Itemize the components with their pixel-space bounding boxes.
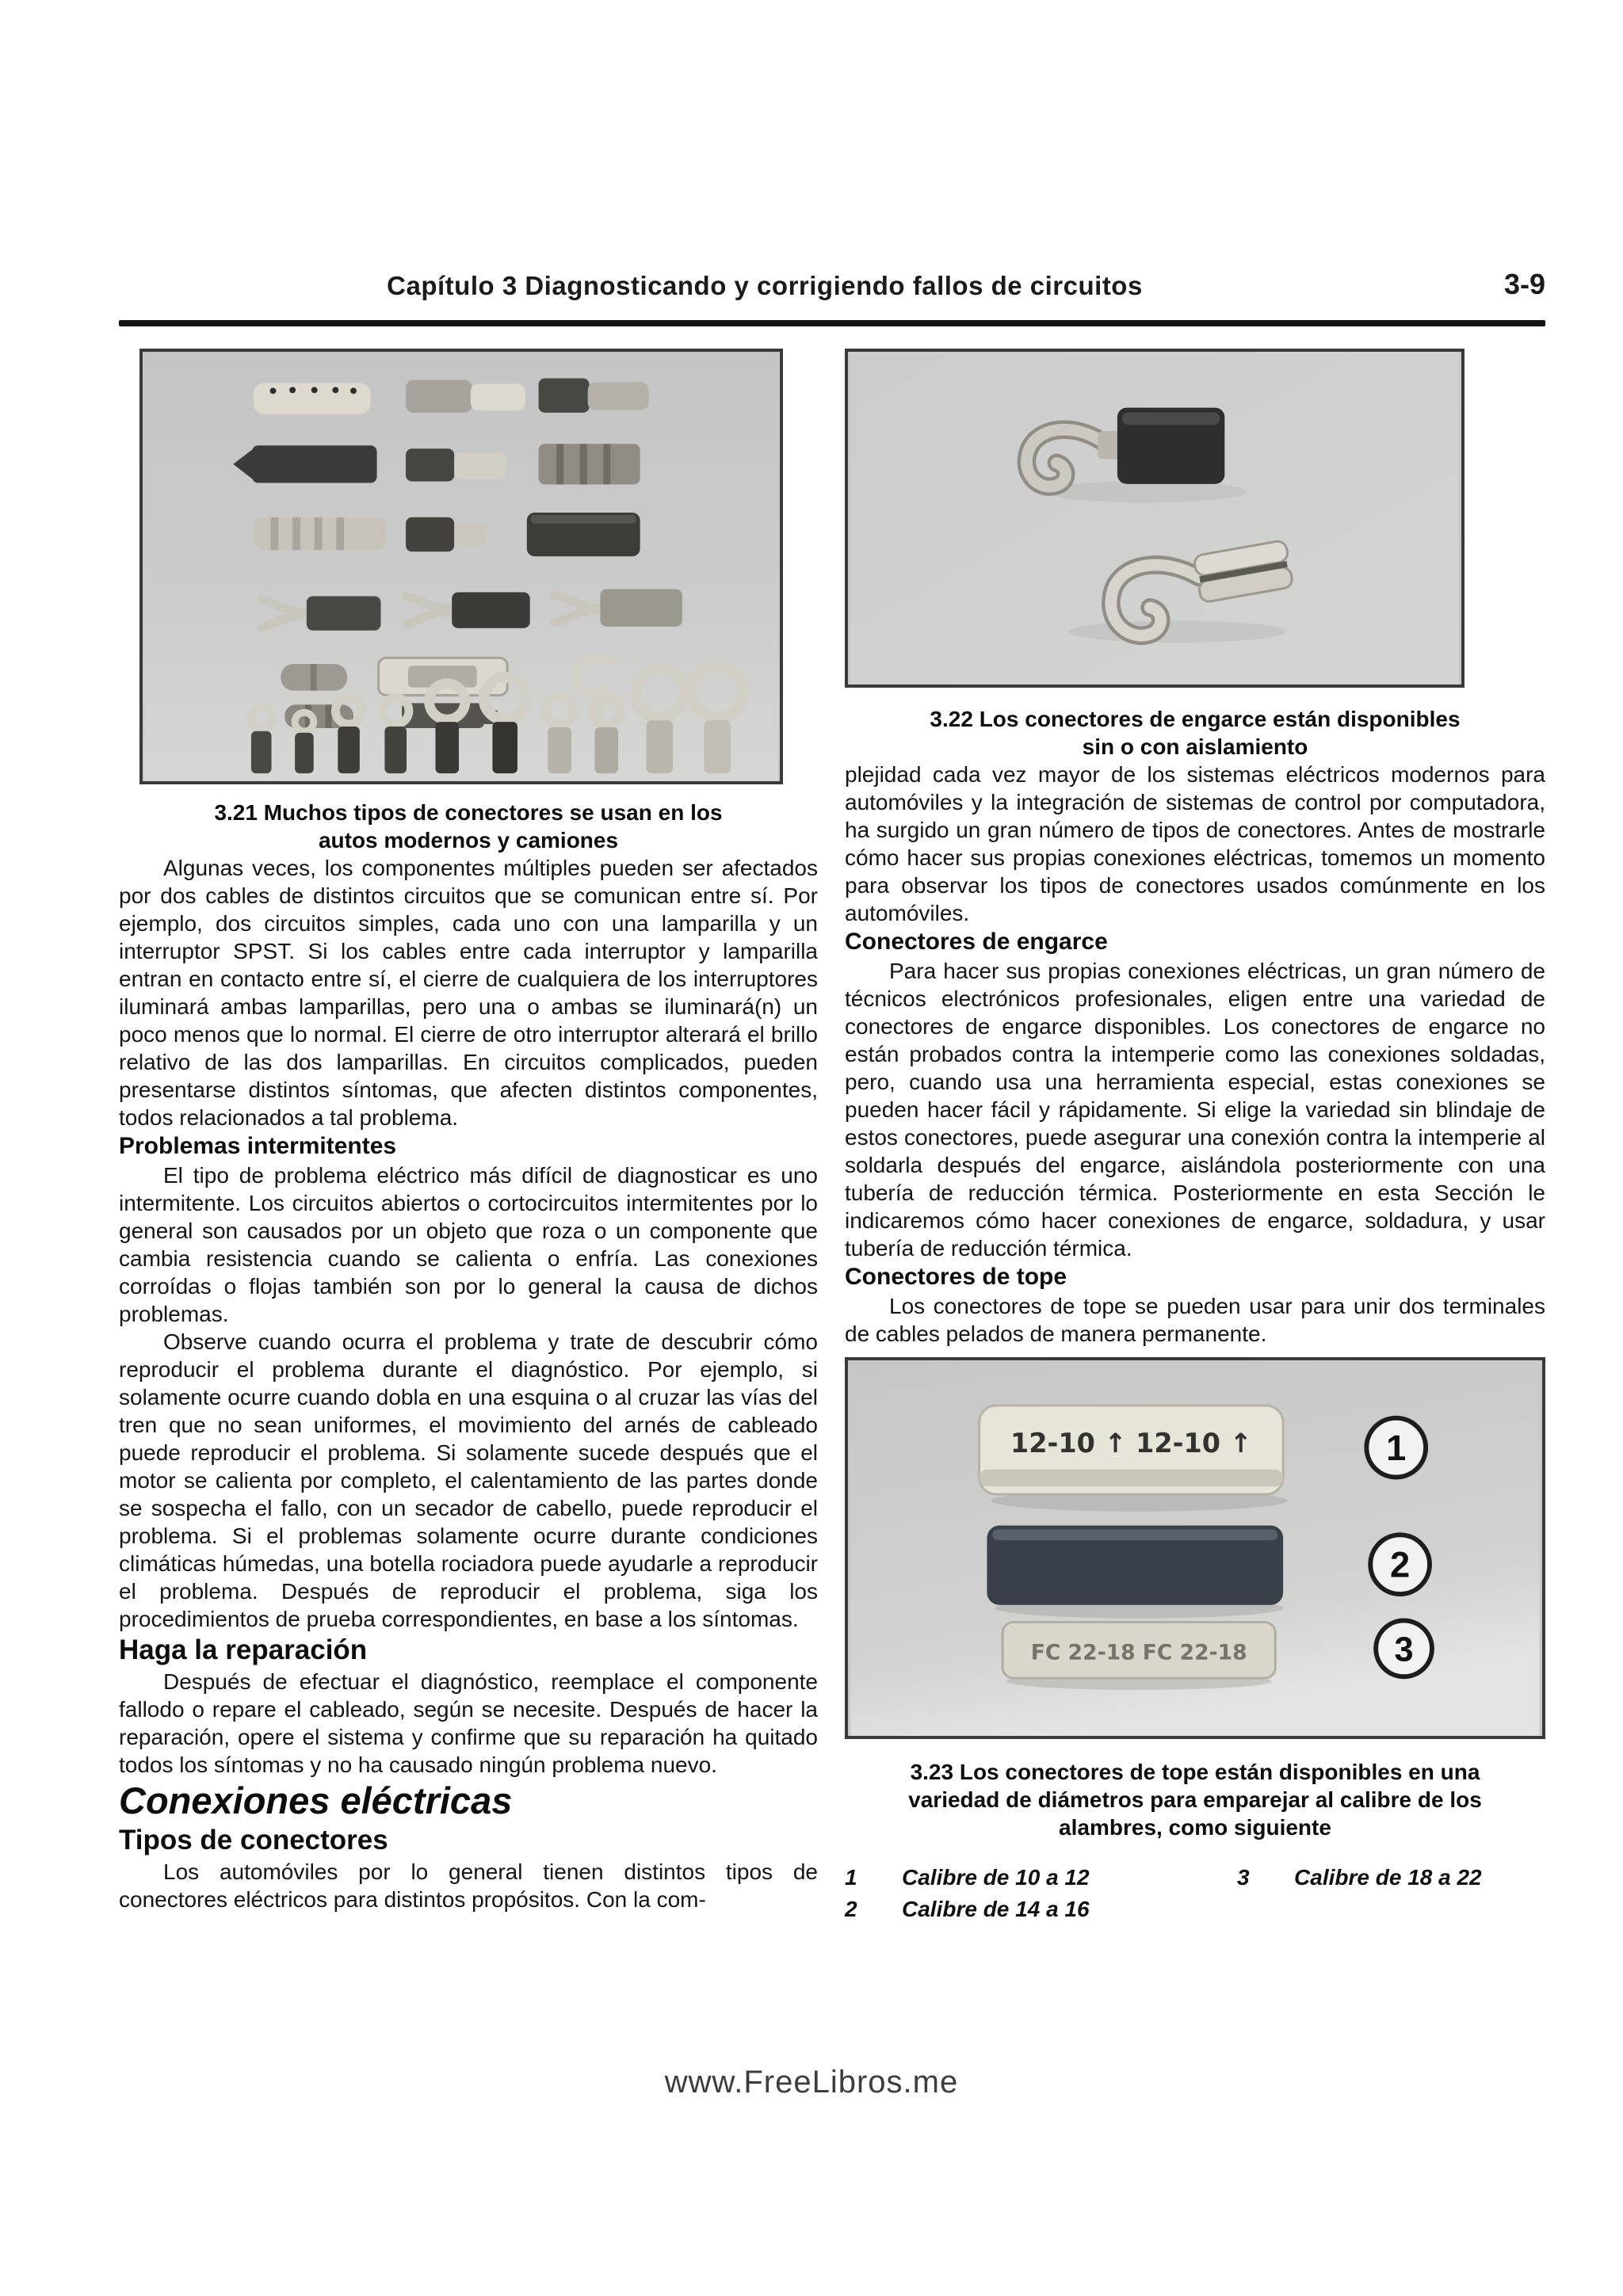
page-header <box>119 268 1545 312</box>
figure-3-21-caption: 3.21 Muchos tipos de conectores se usan en los autos modernos y camiones <box>214 800 723 852</box>
callout-1-badge <box>1366 1418 1426 1478</box>
connector-3-gauge-label: FC 22-18 FC 22-18 <box>1030 1640 1247 1665</box>
legend-item-3-text: Calibre de 18 a 22 <box>1294 1865 1482 1890</box>
paragraph-butt-connectors: Los conectores de tope se pueden usar para unir dos terminales de cables pelados de manera permanente. <box>845 1294 1545 1346</box>
left-column <box>119 349 818 1913</box>
figure-3-23-photo <box>845 1357 1545 1739</box>
legend-item-2-number: 2 <box>845 1897 857 1921</box>
figure-3-23-legend <box>845 1862 1545 1925</box>
paragraph-crimp-connectors: Para hacer sus propias conexiones eléctricas, un gran número de técnicos electrónicos profesionales, eligen entre una variedad de conectores de engarce disponibles. Los conectores de engarce no están probados contra la intemperie como las conexiones soldadas, pero, cuando usa una herramienta especial, estas conexiones se pueden hacer fácil y rápidamente. Si elige la variedad sin blindaje de estos conectores, puede asegurar una conexión contra la intemperie al soldarla después del engarce, aislándola posteriormente con una tubería de reducción térmica. Posteriormente en esta Sección le indicaremos cómo hacer conexiones de engarce, soldadura, y usar tubería de reducción térmica. <box>845 959 1545 1261</box>
hook-connectors-illustration <box>848 352 1461 685</box>
paragraph-intermittent-1: El tipo de problema eléctrico más difícil de diagnosticar es uno intermitente. Los circuitos abiertos o cortocircuitos intermitentes por lo general son causados por un objeto que roza o un componente que cambia resistencia cuando se calienta o enfría. Las conexiones corroídas o flojas también son por lo general la causa de dichos problemas. <box>119 1163 818 1326</box>
legend-column-left <box>845 1862 1237 1925</box>
page-number: 3-9 <box>1503 268 1545 300</box>
butt-connectors-illustration <box>848 1360 1542 1736</box>
legend-column-right <box>1237 1862 1545 1925</box>
legend-item-1-number: 1 <box>845 1865 857 1890</box>
figure-3-23-caption: 3.23 Los conectores de tope están disponibles en una variedad de diámetros para emparejar al calibre de los alambres, como siguiente <box>908 1760 1482 1840</box>
right-column <box>845 349 1545 1925</box>
callout-2-badge <box>1370 1535 1430 1594</box>
legend-item-3 <box>1237 1862 1545 1894</box>
connectors-assortment-illustration <box>143 352 780 781</box>
heading-conectores-de-engarce: Conectores de engarce <box>845 929 1108 955</box>
heading-problemas-intermitentes: Problemas intermitentes <box>119 1133 397 1159</box>
paragraph-intermittent-2: Observe cuando ocurra el problema y trate de descubrir cómo reproducir el problema durante el diagnóstico. Por ejemplo, si solamente ocurre cuando dobla en una esquina o al cruzar las vías del tren que no sean uniformes, el movimiento del arnés de cableado puede reproducir el problema. Si solamente sucede después que el motor se calienta por completo, el calentamiento de las partes donde se sospecha el fallo, con un secador de cabello, puede reproducir el problema. Si el problemas solamente ocurre durante condiciones climáticas húmedas, una botella rociadora puede ayudarle a reproducir el problema. Después de reproducir el problema, siga los procedimientos de prueba correspondientes, en base a los síntomas. <box>119 1329 818 1631</box>
legend-item-2-text: Calibre de 14 a 16 <box>902 1897 1090 1921</box>
heading-haga-la-reparacion: Haga la reparación <box>119 1634 368 1665</box>
heading-conectores-de-tope: Conectores de tope <box>845 1264 1067 1290</box>
figure-3-21-photo <box>139 349 783 784</box>
connector-1-gauge-label: 12-10 ↑ 12-10 ↑ <box>1010 1428 1252 1459</box>
header-rule <box>119 320 1545 326</box>
callout-3-number: 3 <box>1394 1630 1414 1669</box>
heading-tipos-de-conectores: Tipos de conectores <box>119 1825 388 1855</box>
footer-watermark: www.FreeLibros.me <box>664 2065 959 2100</box>
figure-3-22-photo <box>845 349 1465 688</box>
heading-conexiones-electricas: Conexiones eléctricas <box>119 1779 513 1821</box>
paragraph-connector-types: Los automóviles por lo general tienen distintos tipos de conectores eléctricos para distintos propósitos. Con la com- <box>119 1859 818 1912</box>
legend-item-3-number: 3 <box>1237 1865 1250 1890</box>
legend-item-1-text: Calibre de 10 a 12 <box>902 1865 1090 1890</box>
chapter-title: Capítulo 3 Diagnosticando y corrigiendo fallos de circuitos <box>387 271 1143 300</box>
paragraph-repair: Después de efectuar el diagnóstico, reemplace el componente fallodo o repare el cableado, según se necesite. Después de hacer la reparación, opere el sistema y confirme que su reparación ha quitado todos los síntomas y no ha causado ningún problema nuevo. <box>119 1669 818 1777</box>
callout-3-badge <box>1376 1620 1432 1676</box>
callout-1-number: 1 <box>1386 1427 1407 1468</box>
legend-item-1 <box>845 1862 1237 1894</box>
paragraph-multiple-components: Algunas veces, los componentes múltiples pueden ser afectados por dos cables de distintos circuitos que se comunican entre sí. Por ejemplo, dos circuitos simples, cada uno con una lamparilla y un interruptor SPST. Si los cables entre cada interruptor y lamparilla entran en contacto entre sí, el cierre de cualquiera de los interruptores iluminará ambas lamparillas, pero una o ambas se iluminará(n) un poco menos que lo normal. El cierre de otro interruptor alterará el brillo relativo de las dos lamparillas. En circuitos complicados, pueden presentarse distintos síntomas, que afecten distintos componentes, todos relacionados a tal problema. <box>119 856 818 1130</box>
figure-3-22-caption: 3.22 Los conectores de engarce están disponibles sin o con aislamiento <box>930 707 1461 759</box>
legend-item-2 <box>845 1894 1237 1925</box>
callout-2-number: 2 <box>1390 1544 1411 1585</box>
paragraph-connector-variety: plejidad cada vez mayor de los sistemas eléctricos modernos para automóviles y la integración de sistemas de control por computadora, ha surgido un gran número de tipos de conectores. Antes de mostrarle cómo hacer sus propias conexiones eléctricas, tomemos un momento para observar los tipos de conectores usados comúnmente en los automóviles. <box>845 762 1545 925</box>
